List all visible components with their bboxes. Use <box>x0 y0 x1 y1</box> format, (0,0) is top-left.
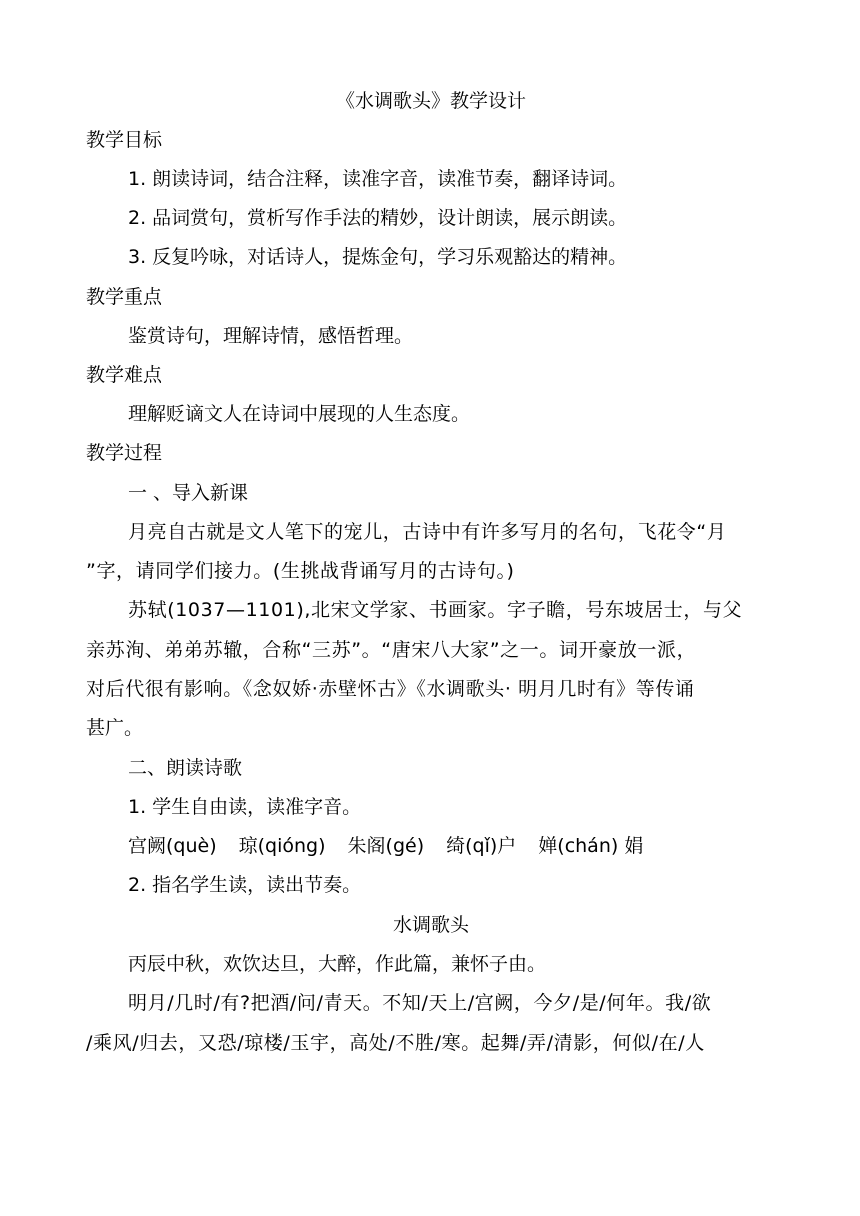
poem-title: 水调歌头 <box>392 914 469 936</box>
author-paragraph-line: 亲苏洵、弟弟苏辙，合称“三苏”。“唐宋八大家”之一。词开豪放一派， <box>86 639 697 661</box>
author-paragraph-line: 对后代很有影响。《念奴娇·赤壁怀古》《水调歌头· 明月几时有》等传诵 <box>86 678 695 700</box>
intro-paragraph-line: ”字，请同学们接力。(生挑战背诵写月的古诗句。) <box>86 560 515 582</box>
goal-item-1: 1. 朗读诗词，结合注释，读准字音，读准节奏，翻译诗词。 <box>128 168 628 190</box>
intro-paragraph-line: 月亮自古就是文人笔下的宠儿，古诗中有许多写月的名句，飞花令“月 <box>128 521 727 543</box>
goal-item-2: 2. 品词赏句，赏析写作手法的精妙，设计朗读，展示朗读。 <box>128 207 628 229</box>
heading-teaching-difficulty: 教学难点 <box>86 364 163 386</box>
pinyin-item: 琼(qióng) <box>238 835 326 857</box>
author-paragraph-line: 甚广。 <box>86 717 144 739</box>
heading-teaching-key: 教学重点 <box>86 286 163 308</box>
heading-teaching-process: 教学过程 <box>86 442 163 464</box>
author-paragraph-line: 苏轼(1037—1101),北宋文学家、书画家。字子瞻，号东坡居士，与父 <box>128 599 743 621</box>
difficulty-text: 理解贬谪文人在诗词中展现的人生态度。 <box>128 403 471 425</box>
pinyin-list <box>128 833 776 859</box>
pinyin-item: 绮(qǐ)户 <box>446 835 517 857</box>
poem-preface: 丙辰中秋，欢饮达旦，大醉，作此篇，兼怀子由。 <box>128 953 547 975</box>
pinyin-item: 朱阁(gé) <box>347 835 425 857</box>
step-heading-2: 二、朗读诗歌 <box>128 757 243 779</box>
reading-task-2: 2. 指名学生读，读出节奏。 <box>128 874 362 896</box>
pinyin-item: 婵(chán) 娟 <box>538 835 644 857</box>
step-heading-1: 一 、导入新课 <box>128 482 249 504</box>
key-text: 鉴赏诗句，理解诗情，感悟哲理。 <box>128 325 414 347</box>
goal-item-3: 3. 反复吟咏，对话诗人，提炼金句，学习乐观豁达的精神。 <box>128 246 628 268</box>
heading-teaching-goals: 教学目标 <box>86 129 163 151</box>
pinyin-item: 宫阙(què) <box>128 835 217 857</box>
reading-task-1: 1. 学生自由读，读准字音。 <box>128 796 362 818</box>
poem-line: /乘风/归去，又恐/琼楼/玉宇，高处/不胜/寒。起舞/弄/清影，何似/在/人 <box>86 1032 705 1054</box>
document-title: 《水调歌头》教学设计 <box>335 90 526 112</box>
poem-line: 明月/几时/有?把酒/问/青天。不知/天上/宫阙，今夕/是/何年。我/欲 <box>128 992 712 1014</box>
